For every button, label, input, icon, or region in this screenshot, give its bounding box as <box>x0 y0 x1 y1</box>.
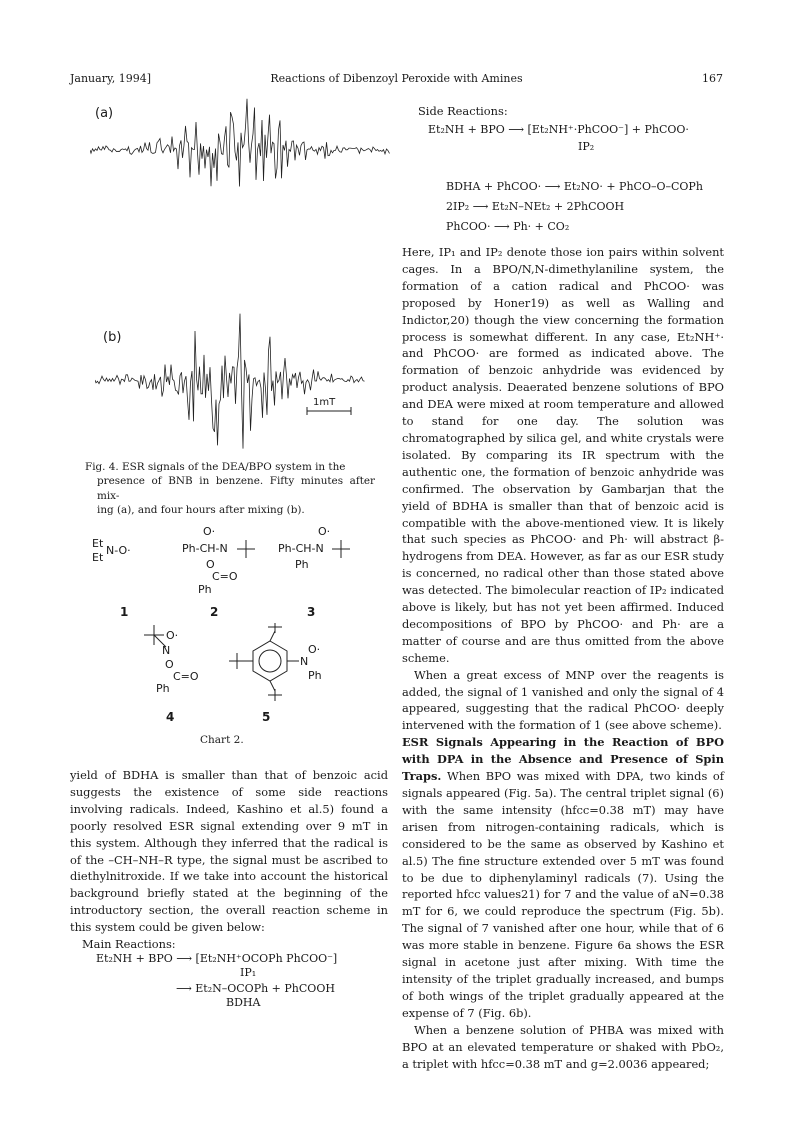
struct-2-o-radical: O· <box>203 525 216 538</box>
struct-5-ph: Ph <box>308 669 322 682</box>
compound-number-1: 1 <box>120 605 129 619</box>
equation-5: 2IP₂ ⟶ Et₂N–NEt₂ + 2PhCOOH <box>446 200 625 213</box>
compound-number-5: 5 <box>262 710 271 724</box>
struct-1-no: N-O· <box>106 544 131 557</box>
struct-3-o-radical: O· <box>318 525 331 538</box>
spectrum-b-label: (b) <box>103 330 122 345</box>
equation-1: Et₂NH + BPO ⟶ [Et₂NH⁺OCOPh PhCOO⁻] <box>96 952 338 965</box>
main-reactions-heading: Main Reactions: <box>82 937 176 952</box>
scale-bar-label: 1mT <box>313 397 336 408</box>
right-paragraph-4: When a benzene solution of PHBA was mixed with BPO at an elevated temperature or shaked with PbO₂, a triplet with hfcc=0.38 mT and g=2.0036 appeared; <box>402 1022 724 1071</box>
chart-caption: Chart 2. <box>200 734 244 746</box>
struct-1-et-a: Et <box>92 537 104 550</box>
figure-caption <box>85 460 375 518</box>
caption-line-3: ing (a), and four hours after mixing (b). <box>97 504 305 517</box>
right-paragraph-2: When a great excess of MNP over the reagents is added, the signal of 1 vanished and only the signal of 4 appeared, suggesting that the radical PhCOO· deeply intervened with the formation of 1 (see above scheme). <box>402 667 724 733</box>
equation-2-label: BDHA <box>226 996 261 1009</box>
section-heading: ESR Signals Appearing in the Reaction of BPO with DPA in the Absence and Presence of Spin Traps. <box>402 735 724 784</box>
equation-2: ⟶ Et₂N–OCOPh + PhCOOH <box>176 982 335 995</box>
struct-2-ph: Ph <box>198 583 212 596</box>
struct-5-o-radical: O· <box>308 643 321 656</box>
right-paragraph-3: When BPO was mixed with DPA, two kinds of signals appeared (Fig. 5a). The central triplet signal (6) with the same intensity (hfcc=0.38 mT) may have arisen from nitrogen-containing radicals, which is considered to be the same as observed by Kashino et al.5) The fine structure extended over 5 mT was found to be due to diphenylaminyl radicals (7). Using the reported hfcc values21) for 7 and the value of aN=0.38 mT for 6, we could reproduce the spectrum (Fig. 5b). The signal of 7 vanished after one hour, while that of 6 was more stable in benzene. Figure 6a shows the ESR signal in acetone just after mixing. With time the intensity of the triplet gradually increased, and bumps of both wings of the triplet gradually appeared at the expense of 7 (Fig. 6b). <box>402 769 724 1020</box>
caption-line-1: Fig. 4. ESR signals of the DEA/BPO system in the <box>85 461 346 473</box>
running-header-title: Reactions of Dibenzoyl Peroxide with Amines <box>270 72 523 85</box>
struct-2-o: O <box>206 558 215 571</box>
struct-4-o-radical: O· <box>166 629 179 642</box>
struct-2-co: C=O <box>212 570 238 583</box>
equation-4: BDHA + PhCOO· ⟶ Et₂NO· + PhCO–O–COPh <box>446 180 703 193</box>
esr-spectrum-a <box>90 95 390 205</box>
struct-3-tbutyl <box>330 537 352 559</box>
esr-spectrum-b <box>95 305 365 455</box>
running-header-left: January, 1994] <box>70 72 151 85</box>
struct-3-chain: Ph-CH-N <box>278 542 324 555</box>
chart-2-structures <box>70 525 390 755</box>
struct-4-n: N <box>162 644 171 657</box>
struct-2-tbutyl <box>235 537 257 559</box>
right-paragraph-1: Here, IP₁ and IP₂ denote those ion pairs within solvent cages. In a BPO/N,N-dimethylaniline system, the formation of a cation radical and PhCOO· was proposed by Honer19) as well as Walling and Indictor,20) though the view concerning the formation process is somewhat different. In any case, Et₂NH⁺· and PhCOO· are formed as indicated above. The formation of benzoic anhydride was evidenced by product analysis. Deaerated benzene solutions of BPO and DEA were mixed at room temperature and allowed to stand for one day. The solution was chromatographed by silica gel, and white crystals were isolated. By comparing its IR spectrum with the authentic one, the formation of benzoic anhydride was confirmed. The observation by Gambarjan that the yield of BDHA is smaller than that of benzoic acid is compatible with the above-mentioned view. It is likely that such species as PhCOO· and Ph· will abstract β-hydrogens from DEA. However, as far as our ESR study is concerned, no radical other than those stated above was detected. The bimolecular reaction of IP₂ indicated above is likely, but has not yet been affirmed. Induced decompositions of BPO by PhCOO· and Ph· are a matter of course and are thus omitted from the above scheme. <box>402 245 724 665</box>
spectrum-a-label: (a) <box>95 106 114 121</box>
struct-4-o: O <box>165 658 174 671</box>
right-column <box>402 244 724 1072</box>
equation-6: PhCOO· ⟶ Ph· + CO₂ <box>446 220 570 233</box>
scale-bar <box>305 405 355 417</box>
caption-line-2: presence of BNB in benzene. Fifty minutes after mix- <box>97 475 375 502</box>
compound-number-3: 3 <box>307 605 316 619</box>
equation-3: Et₂NH + BPO ⟶ [Et₂NH⁺·PhCOO⁻] + PhCOO· <box>428 123 689 136</box>
equation-1-label: IP₁ <box>240 966 257 979</box>
struct-4-ph: Ph <box>156 682 170 695</box>
compound-number-2: 2 <box>210 605 219 619</box>
struct-1-et-b: Et <box>92 551 104 564</box>
left-column <box>70 767 388 953</box>
compound-number-4: 4 <box>166 710 175 724</box>
page-number: 167 <box>702 72 723 85</box>
struct-4-co: C=O <box>173 670 199 683</box>
side-reactions-heading: Side Reactions: <box>418 104 508 118</box>
equation-3-label: IP₂ <box>578 140 595 153</box>
struct-5-n: N <box>300 655 309 668</box>
struct-2-chain: Ph-CH-N <box>182 542 228 555</box>
left-paragraph-1: yield of BDHA is smaller than that of benzoic acid suggests the existence of some side reactions involving radicals. Indeed, Kashino et al.5) found a poorly resolved ESR signal extending over 9 mT in this system. Although they inferred that the radical is of the –CH–NH–R type, the signal must be ascribed to diethylnitroxide. If we take into account the historical background briefly stated at the beginning of the introductory section, the overall reaction scheme in this system could be given below: <box>70 768 388 935</box>
struct-3-ph: Ph <box>295 558 309 571</box>
